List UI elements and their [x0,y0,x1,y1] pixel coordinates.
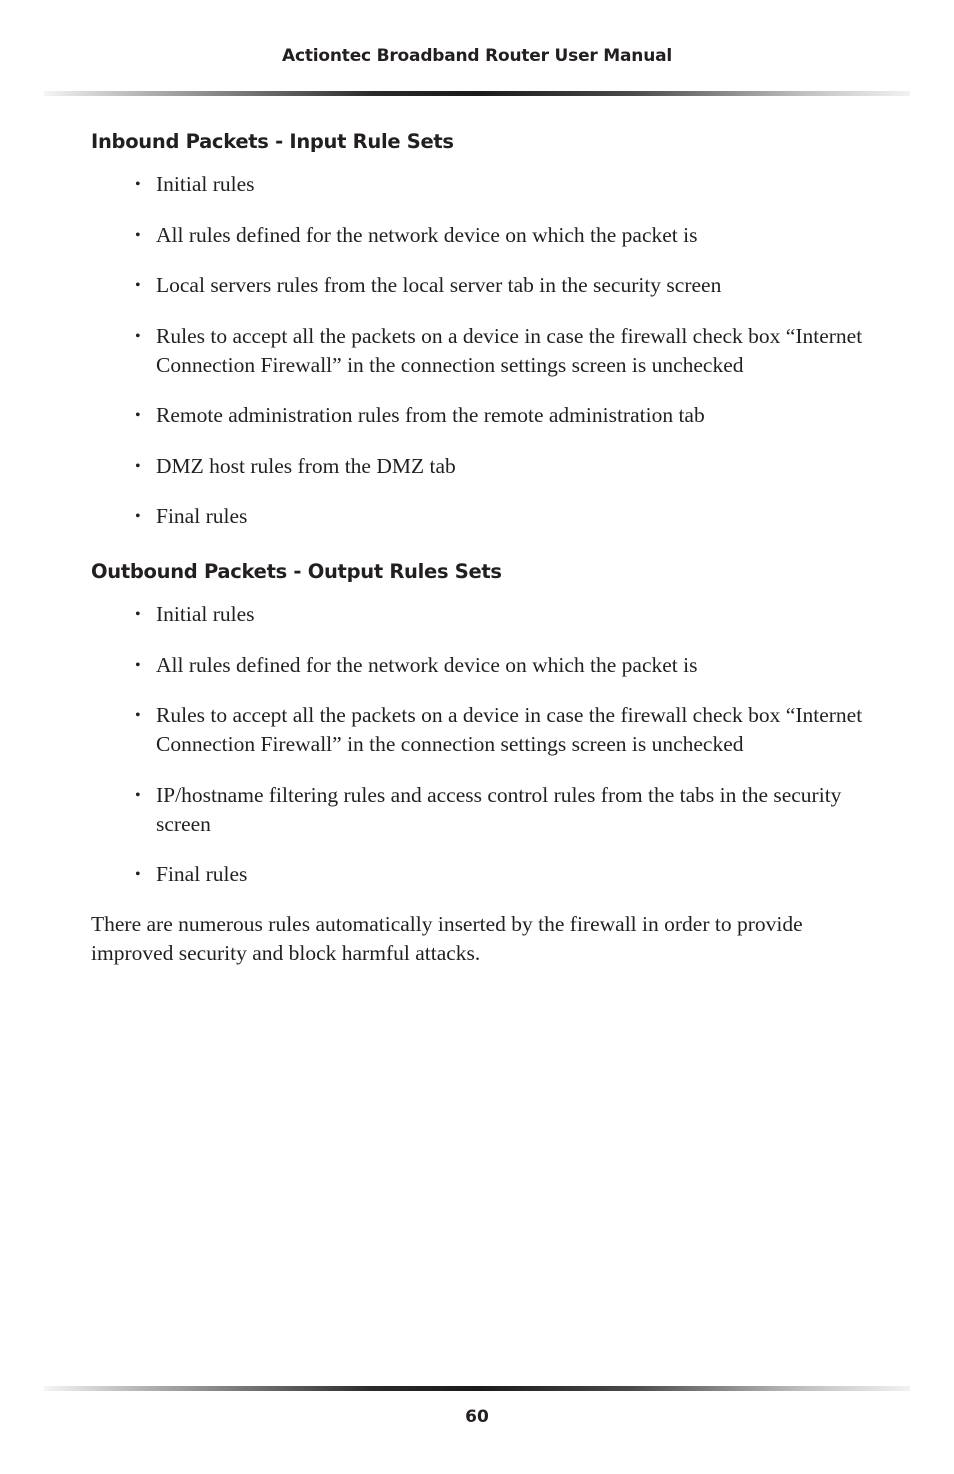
inbound-rule-list [91,170,871,531]
list-item [91,322,871,380]
list-item [91,502,871,531]
bullet-icon: • [135,707,141,724]
list-item-text: All rules defined for the network device on which the packet is [156,652,698,677]
bullet-icon: • [135,866,141,883]
list-item [91,781,871,839]
list-item [91,701,871,759]
list-item-text: Final rules [156,862,248,886]
list-item [91,271,871,300]
list-item-text: Local servers rules from the local server tab in the security screen [156,273,722,297]
bullet-icon: • [135,407,141,424]
closing-paragraph: There are numerous rules automatically inserted by the firewall in order to provide improved security and block harmful attacks. [91,912,803,965]
section-heading-outbound: Outbound Packets - Output Rules Sets [91,560,502,583]
list-item-text: Initial rules [156,172,255,196]
list-item-text: Initial rules [156,602,255,626]
bullet-icon: • [135,457,141,475]
bullet-icon: • [135,176,141,193]
footer-divider [44,1386,910,1391]
page-body [91,127,871,968]
list-item-text: Rules to accept all the packets on a device in case the firewall check box “Internet Connection Firewall” in the connection settings screen is unchecked [156,323,863,377]
bullet-icon: • [135,508,141,525]
list-item [91,600,871,629]
list-item [91,170,871,199]
section-heading-inbound: Inbound Packets - Input Rule Sets [91,130,454,153]
list-item [91,401,871,430]
list-item [91,651,871,680]
bullet-icon: • [135,786,141,804]
list-item-text: All rules defined for the network device on which the packet is [156,222,698,247]
list-item [91,221,871,250]
list-item-text: Final rules [156,504,248,528]
bullet-icon: • [135,327,141,345]
outbound-rule-list [91,600,871,889]
header-divider [44,91,910,96]
page-number: 60 [465,1407,489,1427]
running-header: Actiontec Broadband Router User Manual [282,46,672,66]
bullet-icon: • [135,606,141,623]
list-item-text: Rules to accept all the packets on a device in case the firewall check box “Internet Connection Firewall” in the connection settings screen is unchecked [156,703,863,756]
list-item-text: Remote administration rules from the remote administration tab [156,403,705,427]
bullet-icon: • [135,226,141,244]
list-item [91,860,871,889]
list-item-text: IP/hostname filtering rules and access control rules from the tabs in the security screen [156,782,842,836]
list-item [91,452,871,481]
bullet-icon: • [135,656,141,674]
bullet-icon: • [135,277,141,294]
list-item-text: DMZ host rules from the DMZ tab [156,453,456,478]
